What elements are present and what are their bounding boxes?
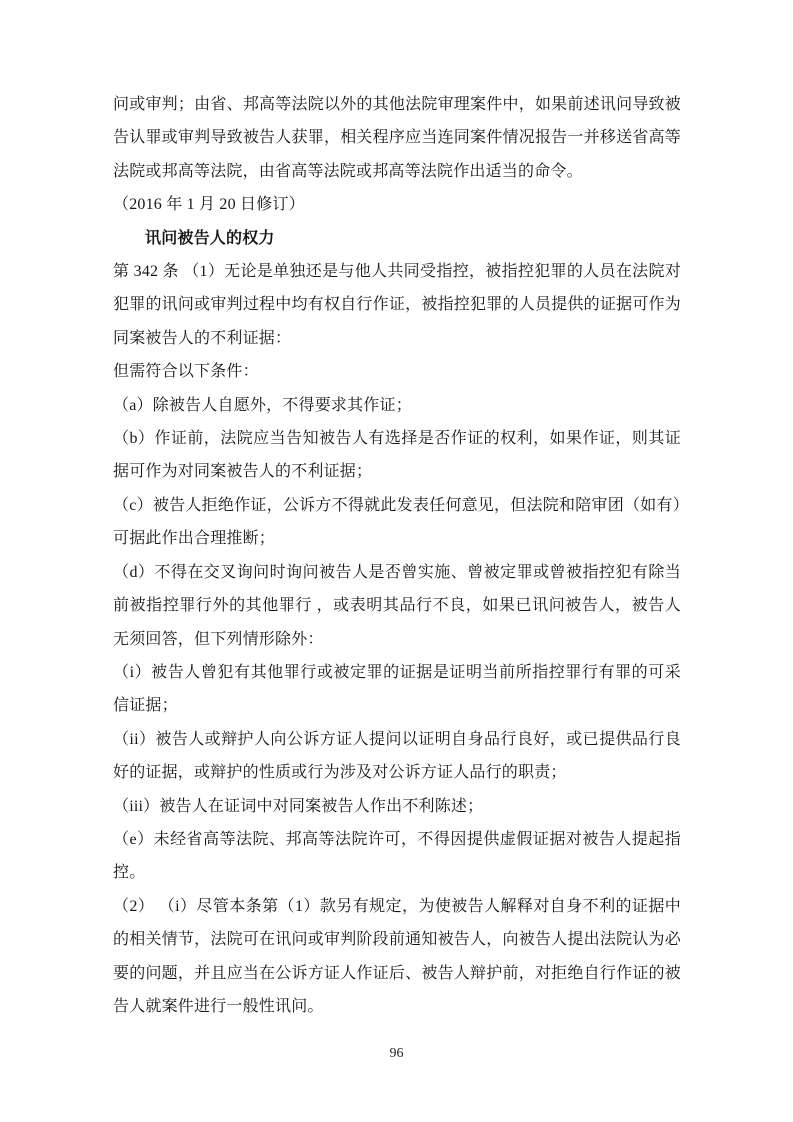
paragraph: 问或审判；由省、邦高等法院以外的其他法院审理案件中，如果前述讯问导致被告认罪或审判导致被告人获罪，相关程序应当连同案件情况报告一并移送省高等法院或邦高等法院，由省高等法院或邦高等法院作出适当的命令。 — [113, 96, 681, 180]
paragraph: （d）不得在交叉询问时询问被告人是否曾实施、曾被定罪或曾被指控犯有除当前被指控罪行外的其他罪行 ，或表明其品行不良，如果已讯问被告人，被告人无须回答，但下列情形除外： — [113, 563, 681, 648]
paragraph: （e）未经省高等法院、邦高等法院许可，不得因提供虚假证据对被告人提起指控。 — [113, 830, 681, 882]
paragraph: 第 342 条 （1）无论是单独还是与他人共同受指控，被指控犯罪的人员在法院对犯罪的讯问或审判过程中均有权自行作证，被指控犯罪的人员提供的证据可作为同案被告人的不利证据： — [113, 263, 681, 347]
document-body — [113, 88, 681, 1023]
page-number: 96 — [389, 1046, 404, 1061]
paragraph: （ii）被告人或辩护人向公诉方证人提问以证明自身品行良好，或已提供品行良好的证据，或辩护的性质或行为涉及对公诉方证人品行的职责； — [113, 730, 681, 782]
paragraph: （2016 年 1 月 20 日修订） — [113, 196, 305, 214]
paragraph: （a）除被告人自愿外，不得要求其作证； — [113, 396, 412, 414]
section-heading: 讯问被告人的权力 — [145, 229, 275, 247]
paragraph: （i）被告人曾犯有其他罪行或被定罪的证据是证明当前所指控罪行有罪的可采信证据； — [113, 663, 681, 715]
paragraph: （2） （i）尽管本条第（1）款另有规定，为使被告人解释对自身不利的证据中的相关情节，法院可在讯问或审判阶段前通知被告人，向被告人提出法院认为必要的问题，并且应当在公诉方证人作证后、被告人辩护前，对拒绝自行作证的被告人就案件进行一般性讯问。 — [113, 897, 681, 1015]
paragraph: 但需符合以下条件： — [113, 363, 259, 381]
paragraph: （c）被告人拒绝作证，公诉方不得就此发表任何意见，但法院和陪审团（如有）可据此作出合理推断； — [113, 496, 681, 548]
page-footer — [0, 1044, 793, 1062]
paragraph: （b）作证前，法院应当告知被告人有选择是否作证的权利，如果作证，则其证据可作为对同案被告人的不利证据； — [113, 430, 681, 481]
paragraph: （iii）被告人在证词中对同案被告人作出不利陈述； — [113, 797, 484, 815]
